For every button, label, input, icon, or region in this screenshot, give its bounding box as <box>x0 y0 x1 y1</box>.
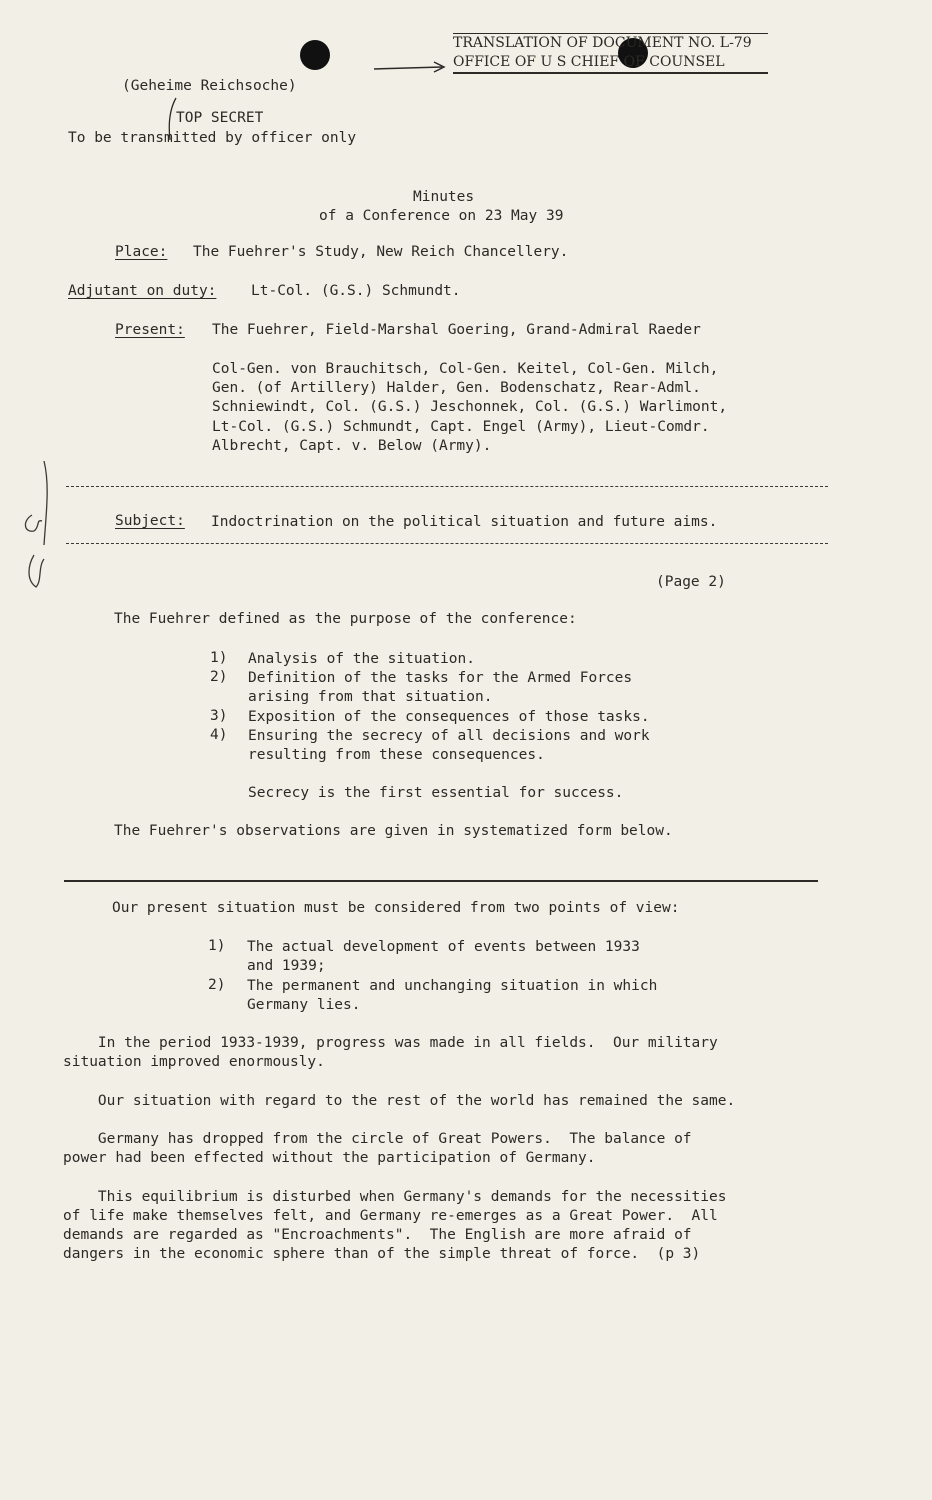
conference-date: of a Conference on 23 May 39 <box>319 208 564 224</box>
viewpoint-text-1: The actual development of events between 1933 and 1939; <box>247 939 640 974</box>
present-other-5: Albrecht, Capt. v. Below (Army). <box>212 438 492 454</box>
paragraph-world: Our situation with regard to the rest of the world has remained the same. <box>63 1093 736 1109</box>
top-secret: TOP SECRET <box>176 110 264 126</box>
viewpoint-text-2: The permanent and unchanging situation in which Germany lies. <box>247 978 658 1013</box>
purpose-text-2: Definition of the tasks for the Armed Forces arising from that situation. <box>248 670 633 705</box>
adjutant-label: Adjutant on duty: <box>68 283 217 299</box>
purpose-num-1: 1) <box>210 650 228 666</box>
viewpoint-num-2: 2) <box>208 977 226 993</box>
paragraph-progress: In the period 1933-1939, progress was made in all fields. Our military situation improved enormously. <box>63 1035 718 1070</box>
purpose-num-2: 2) <box>210 669 228 685</box>
minutes-title: Minutes <box>413 189 475 205</box>
paragraph-great-powers: Germany has dropped from the circle of Great Powers. The balance of power had been effected without the participation of Germany. <box>63 1131 692 1166</box>
divider-dashed-2 <box>66 543 828 544</box>
place-value: The Fuehrer's Study, New Reich Chancellery. <box>193 244 569 260</box>
purpose-text-3: Exposition of the consequences of those tasks. <box>248 709 650 725</box>
present-line-1: The Fuehrer, Field-Marshal Goering, Grand-Admiral Raeder <box>212 322 701 338</box>
present-other-1: Col-Gen. von Brauchitsch, Col-Gen. Keitel, Col-Gen. Milch, <box>212 361 719 377</box>
header-line-2: OFFICE OF U S CHIEF OF COUNSEL <box>453 53 768 74</box>
purpose-num-4: 4) <box>210 727 228 743</box>
subject-value: Indoctrination on the political situation and future aims. <box>211 514 718 530</box>
situation-intro: Our present situation must be considered from two points of view: <box>112 900 680 916</box>
arrow-icon <box>372 60 452 76</box>
purpose-intro: The Fuehrer defined as the purpose of the conference: <box>114 611 577 627</box>
geheime-reichssache: (Geheime Reichsoche) <box>122 78 297 94</box>
observations-note: The Fuehrer's observations are given in systematized form below. <box>114 823 673 839</box>
present-other-3: Schniewindt, Col. (G.S.) Jeschonnek, Col. (G.S.) Warlimont, <box>212 399 728 415</box>
header-line-1: TRANSLATION OF DOCUMENT NO. L-79 <box>453 33 768 53</box>
margin-signature <box>14 455 56 595</box>
translation-header <box>453 33 768 74</box>
page-marker: (Page 2) <box>656 574 726 590</box>
transmit-note: To be transmitted by officer only <box>68 130 357 146</box>
purpose-text-1: Analysis of the situation. <box>248 651 475 667</box>
present-label: Present: <box>115 322 185 338</box>
present-other-4: Lt-Col. (G.S.) Schmundt, Capt. Engel (Army), Lieut-Comdr. <box>212 419 710 435</box>
purpose-num-3: 3) <box>210 708 228 724</box>
divider-dashed-1 <box>66 486 828 487</box>
divider-solid <box>64 880 818 882</box>
secrecy-note: Secrecy is the first essential for success. <box>248 785 624 801</box>
subject-label: Subject: <box>115 513 185 529</box>
paragraph-equilibrium: This equilibrium is disturbed when Germany's demands for the necessities of life make themselves felt, and Germany re-emerges as a Great Power. All demands are regarded as "Encroachments". The English are more afraid of dangers in the economic sphere than of the simple threat of force. (p 3) <box>63 1189 727 1262</box>
purpose-text-4: Ensuring the secrecy of all decisions and work resulting from these consequences. <box>248 728 650 763</box>
adjutant-value: Lt-Col. (G.S.) Schmundt. <box>251 283 461 299</box>
place-label: Place: <box>115 244 168 260</box>
punch-hole-left <box>300 40 330 70</box>
viewpoint-num-1: 1) <box>208 938 226 954</box>
present-other-2: Gen. (of Artillery) Halder, Gen. Bodenschatz, Rear-Adml. <box>212 380 701 396</box>
